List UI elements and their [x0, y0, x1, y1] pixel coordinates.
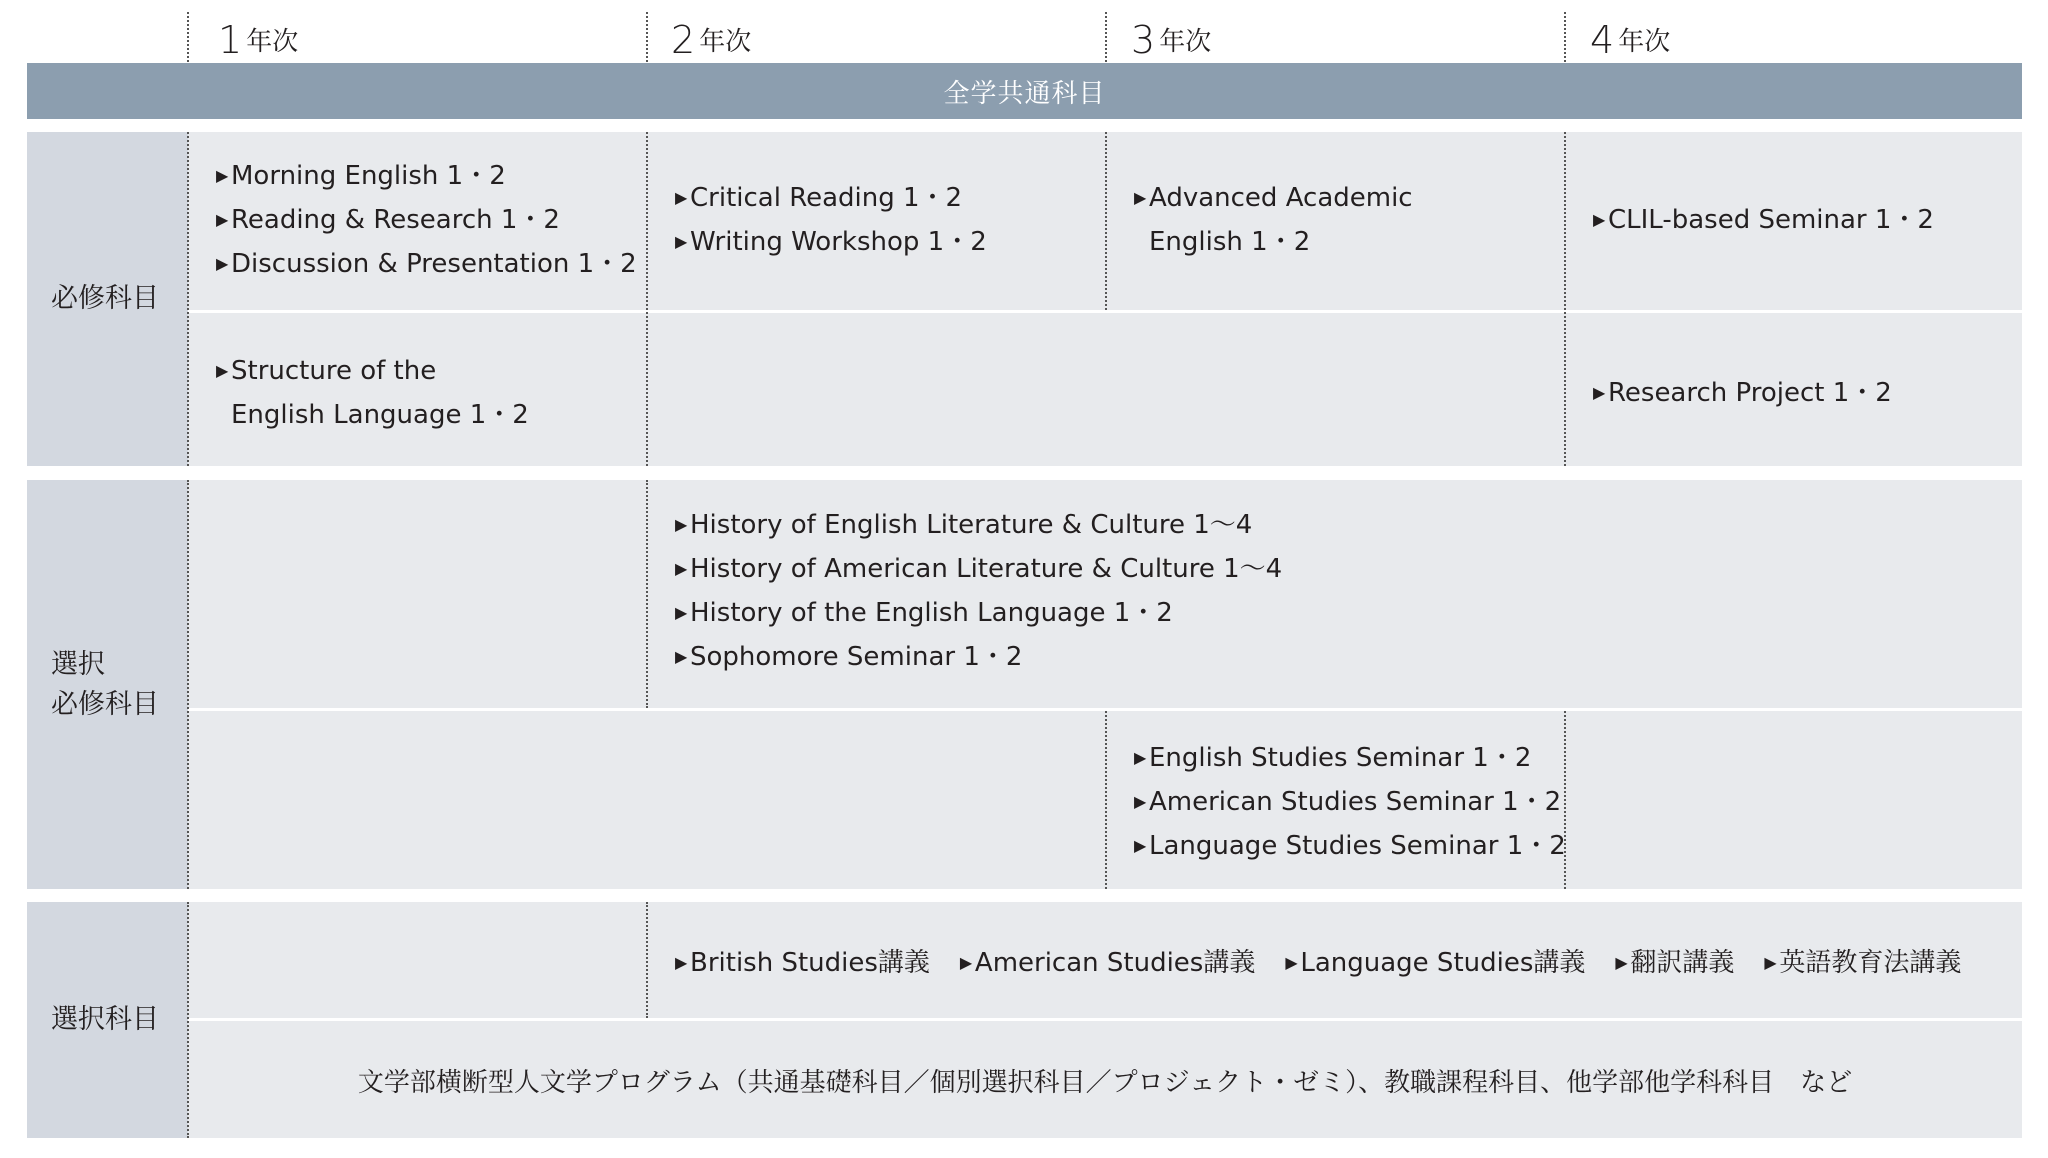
course-item: ▶ Language Studies Seminar 1・2	[1134, 824, 1566, 868]
year-divider	[1564, 12, 1566, 62]
bullet-icon: ▶	[216, 166, 229, 185]
bullet-icon: ▶	[675, 603, 688, 622]
column-divider	[187, 132, 189, 466]
course-item: ▶ Structure of the	[216, 349, 529, 393]
row-divider	[188, 1018, 2022, 1021]
course-item: ▶ Writing Workshop 1・2	[675, 220, 987, 264]
bullet-icon: ▶	[1615, 953, 1628, 972]
course-item: ▶ 英語教育法講義	[1764, 948, 1962, 978]
course-item: ▶ CLIL-based Seminar 1・2	[1593, 198, 1934, 242]
bullet-icon: ▶	[675, 232, 688, 251]
elective-required-seminar-courses	[1134, 736, 1566, 868]
column-divider	[646, 902, 648, 1018]
course-item: ▶ Discussion & Presentation 1・2	[216, 242, 637, 286]
course-item: ▶ Language Studies講義	[1285, 948, 1586, 978]
required-year1-courses	[216, 154, 637, 286]
course-item: ▶ History of English Literature & Culture 1～4	[675, 503, 1282, 547]
course-item-continued: English Language 1・2	[231, 400, 529, 430]
bullet-icon: ▶	[1593, 383, 1606, 402]
column-divider	[1564, 132, 1566, 466]
bullet-icon: ▶	[675, 188, 688, 207]
required-year1-bottom-courses	[216, 349, 529, 437]
year-divider	[187, 12, 189, 62]
common-courses-bar: 全学共通科目	[27, 63, 2022, 119]
row-divider	[188, 310, 2022, 313]
elective-required-label: 選択 必修科目	[27, 480, 188, 889]
course-item: ▶ English Studies Seminar 1・2	[1134, 736, 1566, 780]
bullet-icon: ▶	[1134, 748, 1147, 767]
column-divider	[1105, 711, 1107, 889]
course-item: ▶ History of American Literature & Culture 1～4	[675, 547, 1282, 591]
course-item: ▶ History of the English Language 1・2	[675, 591, 1282, 635]
required-label: 必修科目	[27, 132, 188, 466]
year-header-2: 2 年次	[671, 18, 752, 62]
course-item: ▶ American Studies Seminar 1・2	[1134, 780, 1566, 824]
course-item: ▶ American Studies講義	[959, 948, 1256, 978]
elective-required-top-courses	[675, 503, 1282, 679]
bullet-icon: ▶	[216, 254, 229, 273]
required-year2-courses	[675, 176, 987, 264]
bullet-icon: ▶	[216, 361, 229, 380]
course-item: ▶ Reading & Research 1・2	[216, 198, 637, 242]
column-divider	[646, 132, 648, 466]
course-item: ▶ Critical Reading 1・2	[675, 176, 987, 220]
bullet-icon: ▶	[675, 647, 688, 666]
year-header-4: 4 年次	[1590, 18, 1671, 62]
column-divider	[187, 480, 189, 889]
course-item: ▶ Morning English 1・2	[216, 154, 637, 198]
column-divider	[187, 902, 189, 1138]
course-item-continued: English 1・2	[1149, 227, 1311, 257]
course-item: ▶ Advanced Academic	[1134, 176, 1413, 220]
bullet-icon: ▶	[1764, 953, 1777, 972]
column-divider	[1105, 132, 1107, 310]
required-year4-bottom-courses	[1593, 371, 1892, 415]
bullet-icon: ▶	[675, 559, 688, 578]
column-divider	[646, 480, 648, 708]
year-header-3: 3 年次	[1131, 18, 1212, 62]
bullet-icon: ▶	[1134, 188, 1147, 207]
bullet-icon: ▶	[959, 953, 973, 972]
bullet-icon: ▶	[1134, 836, 1147, 855]
elective-label: 選択科目	[27, 902, 188, 1138]
required-year3-courses	[1134, 176, 1413, 264]
bullet-icon: ▶	[1134, 792, 1147, 811]
bullet-icon: ▶	[1593, 210, 1606, 229]
year-header-1: 1 年次	[218, 18, 299, 62]
bullet-icon: ▶	[675, 515, 688, 534]
bullet-icon: ▶	[675, 953, 688, 972]
elective-other-programs: 文学部横断型人文学プログラム（共通基礎科目／個別選択科目／プロジェクト・ゼミ）、教職課程科目、他学部他学科科目 など	[357, 1068, 1853, 1098]
bullet-icon: ▶	[216, 210, 229, 229]
bullet-icon: ▶	[1285, 953, 1298, 972]
elective-courses	[675, 942, 1961, 979]
year-divider	[646, 12, 648, 62]
year-divider	[1105, 12, 1107, 62]
required-year4-courses	[1593, 198, 1934, 242]
course-item: ▶ British Studies講義	[675, 948, 930, 978]
course-item: ▶ 翻訳講義	[1615, 948, 1735, 978]
course-item: ▶ Research Project 1・2	[1593, 371, 1892, 415]
course-item: ▶ Sophomore Seminar 1・2	[675, 635, 1282, 679]
